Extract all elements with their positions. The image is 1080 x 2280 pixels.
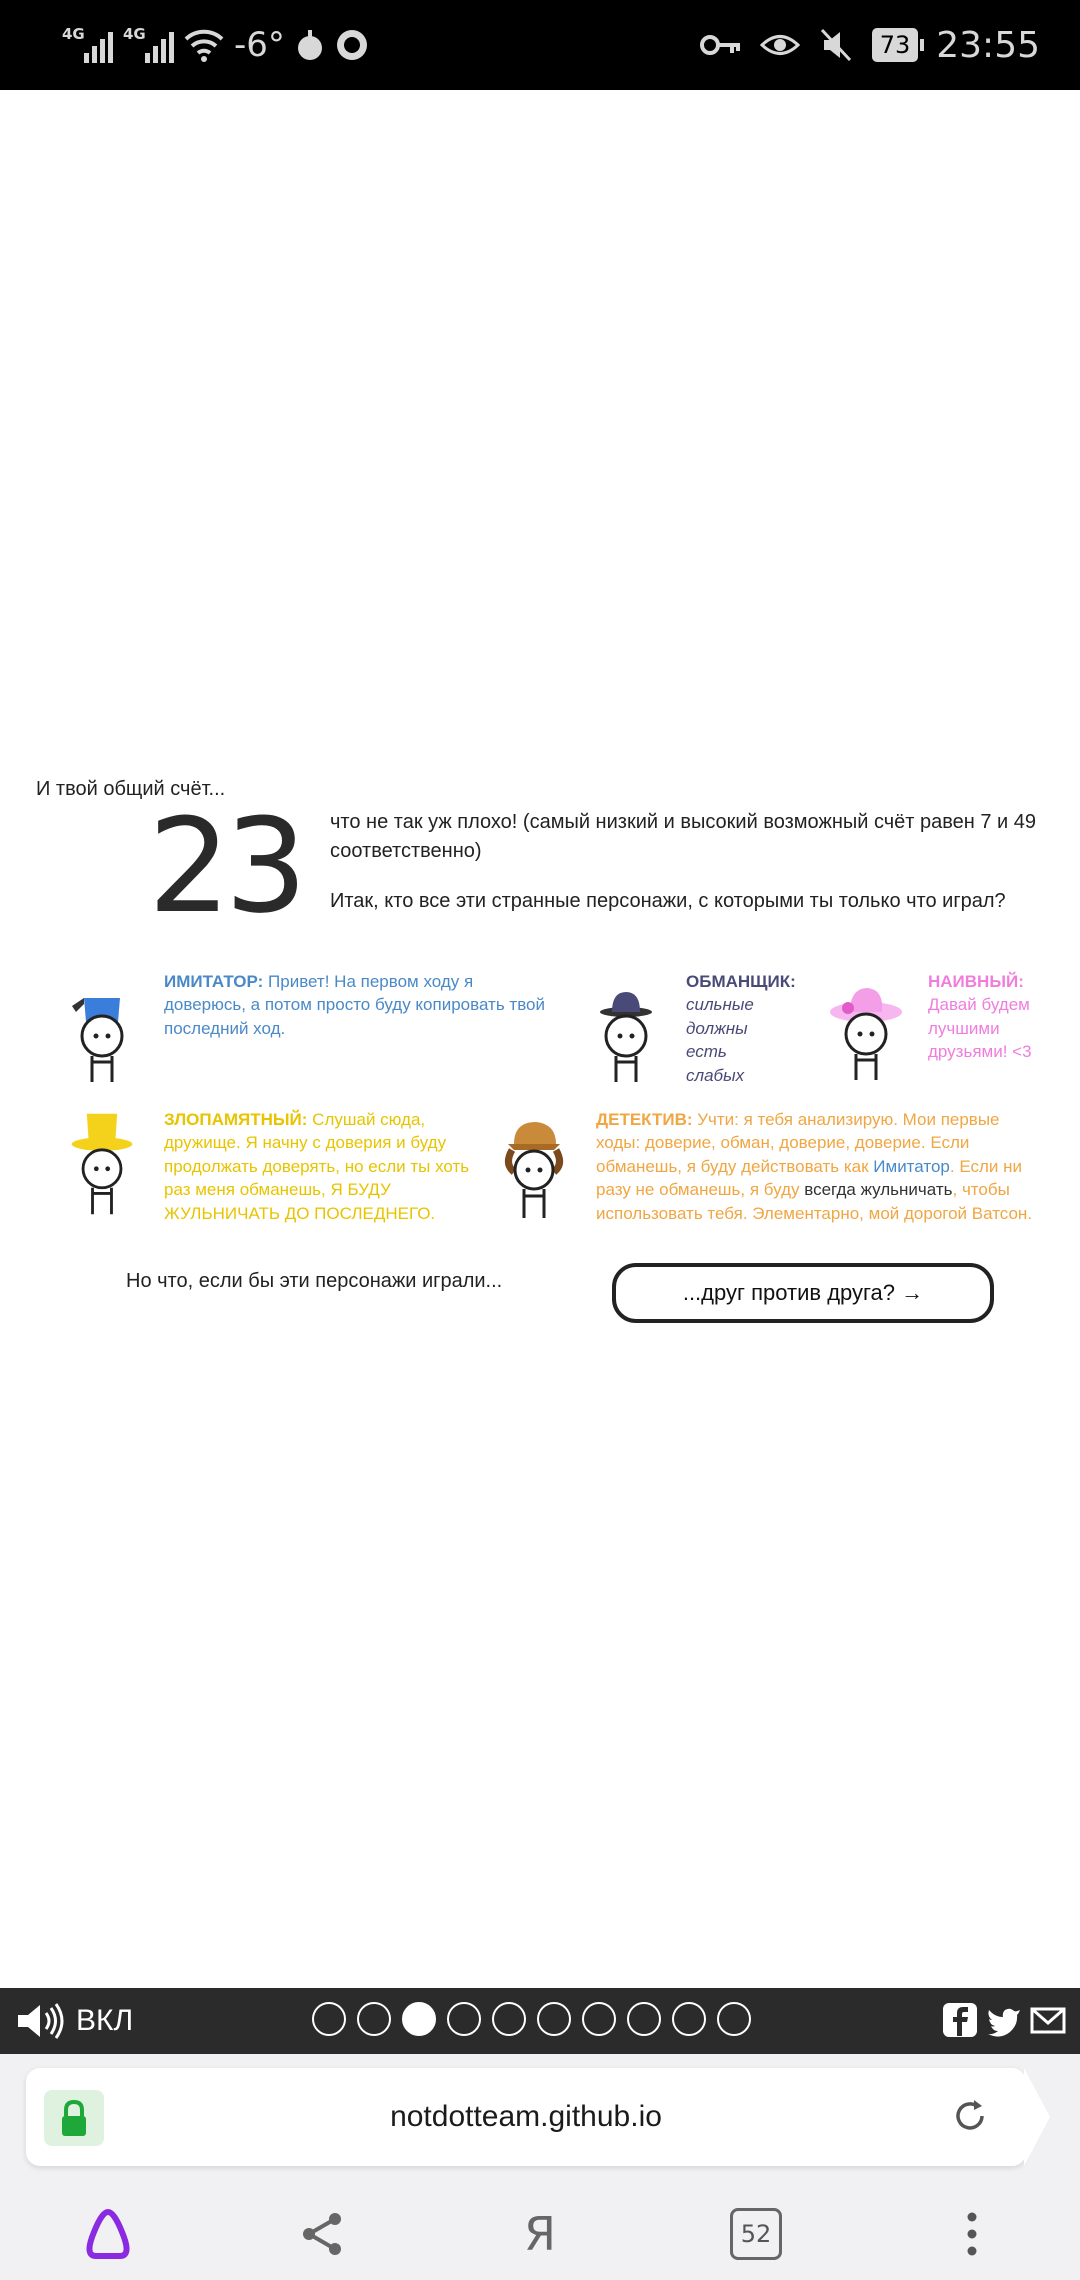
alice-assistant-icon[interactable] [76, 2202, 140, 2266]
network-type-label: 4G [62, 25, 85, 43]
game-navigation-bar [0, 1988, 1080, 2054]
page-dots [312, 2002, 751, 2036]
tabs-count: 52 [730, 2208, 782, 2260]
game-content [0, 90, 1080, 1988]
cheater-character-icon [586, 978, 666, 1088]
page-dot[interactable] [717, 2002, 751, 2036]
detective-text: Учти: я тебя анализирую. Мои первые ходы: доверие, обман, доверие, доверие. Если обманешь, я буду действовать как [596, 1110, 1000, 1176]
cooperator-text: Давай будем лучшими друзьями! <3 [928, 995, 1032, 1062]
total-score: 23 [148, 790, 302, 942]
cooperator-description [928, 970, 1048, 1064]
wifi-icon [184, 27, 224, 63]
menu-icon[interactable] [940, 2202, 1004, 2266]
signal-4g-1 [62, 27, 113, 63]
copycat-description [164, 970, 554, 1040]
score-label: И твой общий счёт... [36, 778, 226, 800]
cheater-line: должны [686, 1018, 748, 1038]
app-notification-icon [335, 28, 369, 62]
tabs-button[interactable] [724, 2202, 788, 2266]
mute-icon [818, 28, 854, 62]
page-dot[interactable] [492, 2002, 526, 2036]
page-dot[interactable] [537, 2002, 571, 2036]
eye-comfort-icon [760, 30, 800, 60]
detective-character-icon [494, 1114, 574, 1224]
signal-icon [84, 27, 113, 63]
detective-text: . Если ни разу не обманешь, я буду [596, 1156, 1022, 1200]
cheater-name: ОБМАНЩИК: [686, 972, 796, 991]
copycat-character-icon [62, 978, 142, 1088]
cheater-line: слабых [686, 1065, 745, 1085]
grudger-description [164, 1108, 484, 1225]
grudger-name: ЗЛОПАМЯТНЫЙ: [164, 1110, 308, 1129]
sound-toggle[interactable] [16, 1988, 133, 2054]
detective-emphasis: всегда жульничать [804, 1180, 953, 1200]
share-icon[interactable] [290, 2202, 354, 2266]
cooperator-character-icon [826, 976, 906, 1086]
detective-description [596, 1108, 1038, 1225]
url-text[interactable]: notdotteam.github.io [390, 2100, 662, 2133]
status-bar [0, 0, 1080, 90]
address-bar[interactable] [26, 2068, 1026, 2166]
page-dot[interactable] [582, 2002, 616, 2036]
yandex-icon[interactable]: Я [524, 2207, 556, 2261]
next-slide-button[interactable]: ...друг против друга? → [612, 1263, 994, 1323]
sound-label: ВКЛ [76, 2004, 134, 2037]
cheater-description [686, 970, 816, 1087]
grudger-text: Слушай сюда, дружище. Я начну с доверия и буду продолжать доверять, но если ты хоть раз меня обманешь, Я БУДУ ЖУЛЬНИЧАТЬ ДО ПОСЛЕДНЕГО. [164, 1110, 470, 1223]
status-right [700, 20, 1040, 70]
page-dot[interactable] [672, 2002, 706, 2036]
page-dot[interactable] [402, 2002, 436, 2036]
page-dot[interactable] [357, 2002, 391, 2036]
detective-name: ДЕТЕКТИВ: [596, 1110, 693, 1129]
temperature: -6° [234, 25, 285, 65]
page-dot[interactable] [447, 2002, 481, 2036]
what-if-text: Но что, если бы эти персонажи играли... [126, 1270, 503, 1292]
detective-text: , чтобы использовать тебя. Элементарно, мой дорогой Ватсон. [596, 1180, 1033, 1223]
share-links [942, 2002, 1066, 2038]
signal-4g-2 [123, 27, 174, 63]
twitter-icon[interactable] [986, 2002, 1022, 2038]
speaker-icon [16, 2001, 64, 2041]
lock-icon[interactable] [44, 2090, 104, 2146]
copycat-name: ИМИТАТОР: [164, 972, 264, 991]
score-description: что не так уж плохо! (самый низкий и высокий возможный счёт равен 7 и 49 соответственно) [330, 811, 1037, 862]
grudger-character-icon [62, 1110, 142, 1220]
cheater-line: сильные [686, 995, 754, 1015]
status-left [62, 20, 369, 70]
clock: 23:55 [936, 24, 1040, 66]
weather-icon [295, 28, 325, 62]
address-bar-arrow-icon [1024, 2068, 1054, 2166]
battery-indicator: 73 [872, 28, 919, 62]
email-icon[interactable] [1030, 2002, 1066, 2038]
page-dot[interactable] [312, 2002, 346, 2036]
reload-icon[interactable] [950, 2096, 990, 2136]
cooperator-name: НАИВНЫЙ: [928, 972, 1024, 991]
key-icon [700, 33, 742, 57]
browser-nav-row [0, 2194, 1080, 2274]
page-dot[interactable] [627, 2002, 661, 2036]
characters-question: Итак, кто все эти странные персонажи, с которыми ты только что играл? [330, 890, 1006, 912]
copycat-text: Привет! На первом ходу я доверюсь, а потом просто буду копировать твой последний ход. [164, 972, 545, 1038]
signal-icon [145, 27, 174, 63]
cheater-line: есть [686, 1042, 727, 1062]
facebook-icon[interactable] [942, 2002, 978, 2038]
network-type-label: 4G [123, 25, 146, 43]
detective-copycat-reference: Имитатор [873, 1156, 950, 1176]
browser-bottom-bar [0, 2054, 1080, 2280]
